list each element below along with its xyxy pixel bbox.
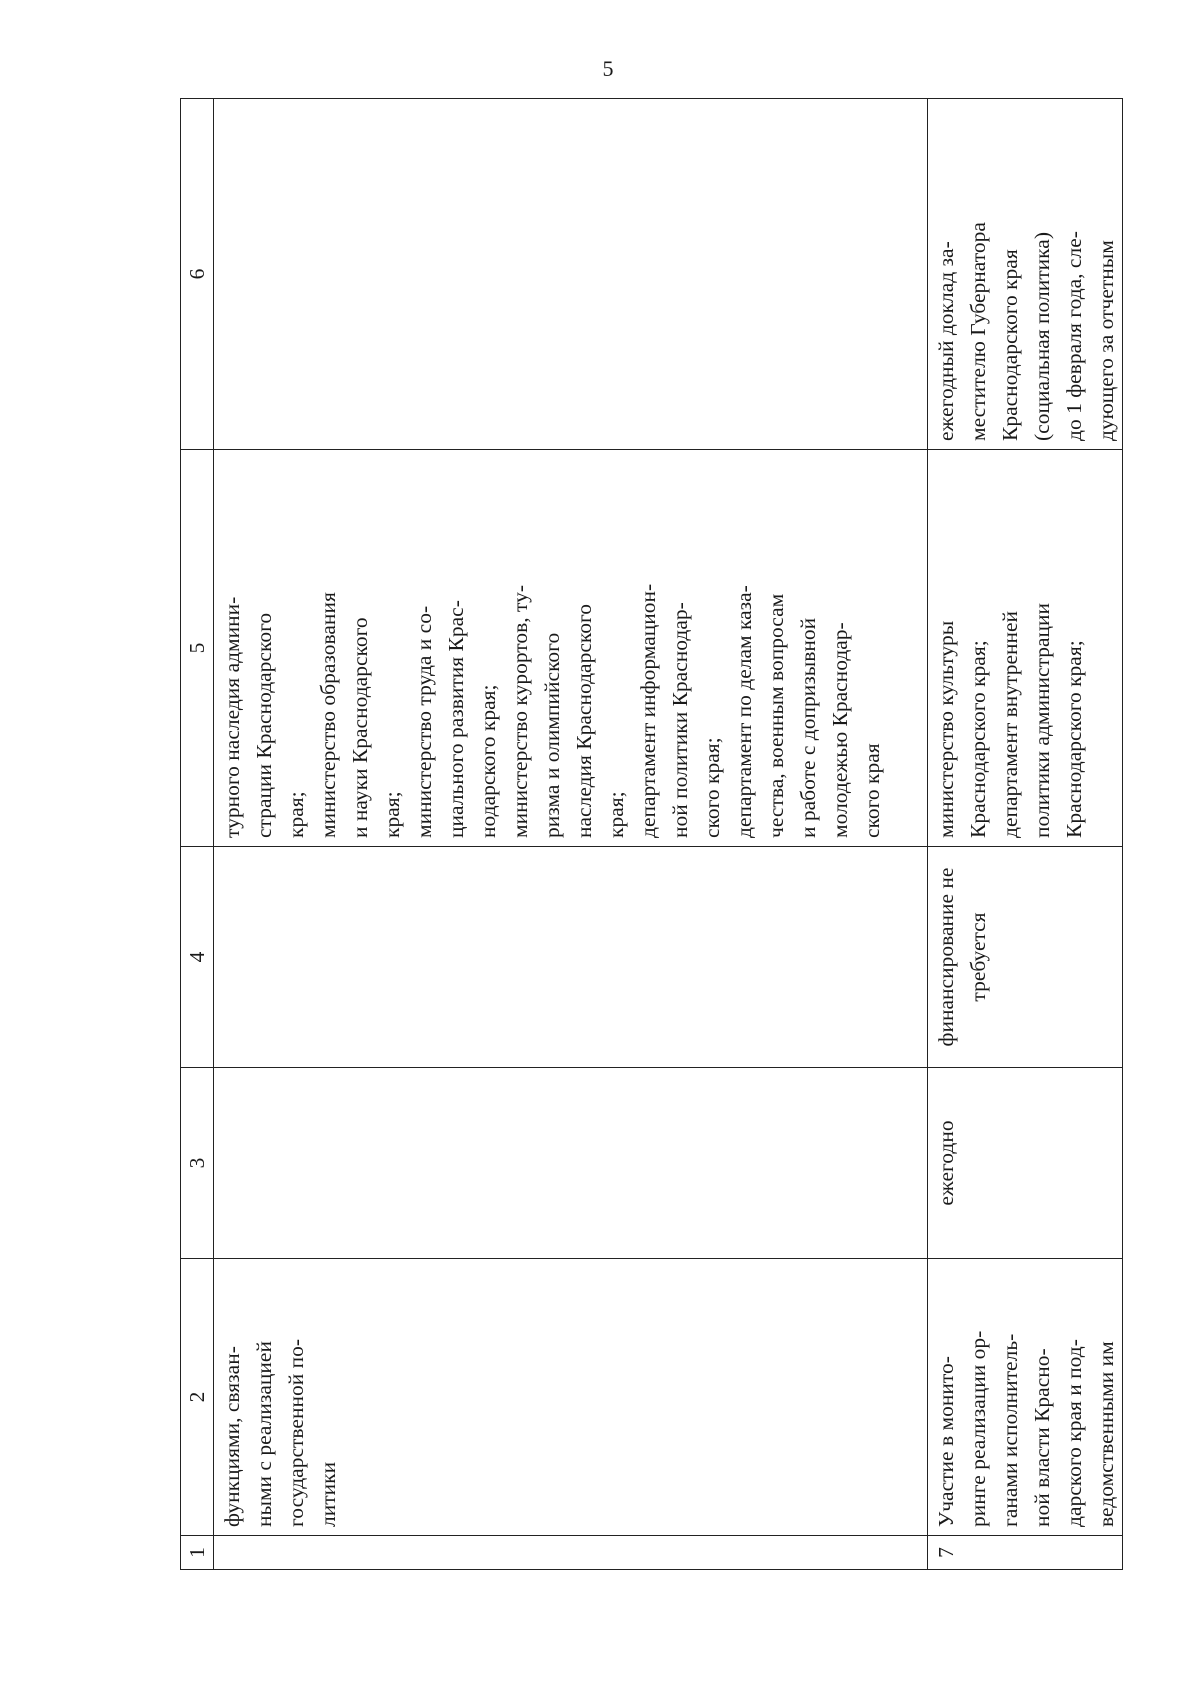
funding-cell: [214, 847, 928, 1068]
row-number-cell: 7: [928, 1536, 1123, 1570]
period-cell: [928, 1068, 1123, 1259]
cell-text-line: и работе с допризывной: [796, 617, 820, 838]
result-cell: [214, 99, 928, 450]
cell-text-line: дующего за отчетным: [1094, 240, 1118, 441]
cell-text-line: Участие в монито-: [934, 1356, 958, 1527]
cell-text-line: департамент по делам каза-: [732, 585, 756, 838]
cell-text-line: министерство труда и со-: [412, 605, 436, 838]
cell-text-line: (социальная политика): [1030, 232, 1054, 441]
cell-text-line: наследия Краснодарского: [572, 603, 596, 838]
cell-text-line: Краснодарского края: [998, 249, 1022, 441]
responsible-executors-cell: [214, 450, 928, 847]
header-col-6: 6: [181, 99, 214, 450]
header-col-2: 2: [181, 1259, 214, 1536]
cell-text-line: и науки Краснодарского: [348, 617, 372, 838]
header-col-4: 4: [181, 847, 214, 1068]
event-description-cell: [928, 1259, 1123, 1536]
cell-text-line: ежегодно: [934, 1120, 958, 1206]
cell-text-line: ежегодный доклад за-: [934, 241, 958, 441]
cell-text-line: края;: [380, 791, 404, 838]
cell-text-line: ведомственными им: [1094, 1341, 1118, 1527]
cell-text-line: литики: [316, 1461, 340, 1527]
cell-text-line: края;: [604, 791, 628, 838]
cell-text-line: ганами исполнитель-: [998, 1333, 1022, 1527]
cell-text-line: министерство образования: [316, 592, 340, 838]
cell-text-line: ского края;: [700, 737, 724, 838]
header-col-3: 3: [181, 1068, 214, 1259]
cell-text-line: министерство культуры: [934, 620, 958, 838]
cell-text-line: до 1 февраля года, сле-: [1062, 231, 1086, 441]
page-number: 5: [602, 56, 614, 81]
responsible-executors-cell: [928, 450, 1123, 847]
cell-text-line: нодарского края;: [476, 684, 500, 838]
header-col-5: 5: [181, 450, 214, 847]
cell-text-line: функциями, связан-: [220, 1346, 244, 1527]
row-number-cell: [214, 1536, 928, 1570]
cell-text-line: государственной по-: [284, 1338, 308, 1527]
plan-table: [180, 98, 1123, 1570]
funding-cell: [928, 847, 1123, 1068]
cell-text-line: Краснодарского края;: [966, 640, 990, 838]
cell-text-line: ной политики Краснодар-: [668, 602, 692, 838]
cell-text-line: местителю Губернатора: [966, 222, 990, 441]
cell-text-line: ными с реализацией: [252, 1341, 276, 1527]
header-col-1: 1: [181, 1536, 214, 1570]
table-row: [214, 99, 928, 1570]
cell-text-line: финансирование не: [934, 867, 958, 1047]
cell-text-line: ной власти Красно-: [1030, 1348, 1054, 1527]
cell-text-line: циального развития Крас-: [444, 600, 468, 838]
cell-text-line: политики администрации: [1030, 602, 1054, 838]
cell-text-line: турного наследия админи-: [220, 596, 244, 838]
cell-text-line: Краснодарского края;: [1062, 640, 1086, 838]
result-cell: [928, 99, 1123, 450]
cell-text-line: края;: [284, 791, 308, 838]
cell-text-line: молодежью Краснодар-: [828, 622, 852, 838]
event-description-cell: [214, 1259, 928, 1536]
cell-text-line: страции Краснодарского: [252, 612, 276, 838]
cell-text-line: департамент внутренней: [998, 610, 1022, 838]
cell-text-line: ринге реализации ор-: [966, 1330, 990, 1527]
table-header-row: [181, 99, 214, 1570]
period-cell: [214, 1068, 928, 1259]
cell-text-line: ского края: [860, 743, 884, 838]
cell-text-line: требуется: [966, 912, 990, 1002]
rotated-table-container: [180, 105, 1118, 1570]
cell-text-line: министерство курортов, ту-: [508, 584, 532, 838]
cell-text-line: департамент информацион-: [636, 583, 660, 838]
table-row: [928, 99, 1123, 1570]
cell-text-line: ризма и олимпийского: [540, 632, 564, 838]
cell-text-line: чества, военным вопросам: [764, 593, 788, 838]
cell-text-line: дарского края и под-: [1062, 1339, 1086, 1527]
